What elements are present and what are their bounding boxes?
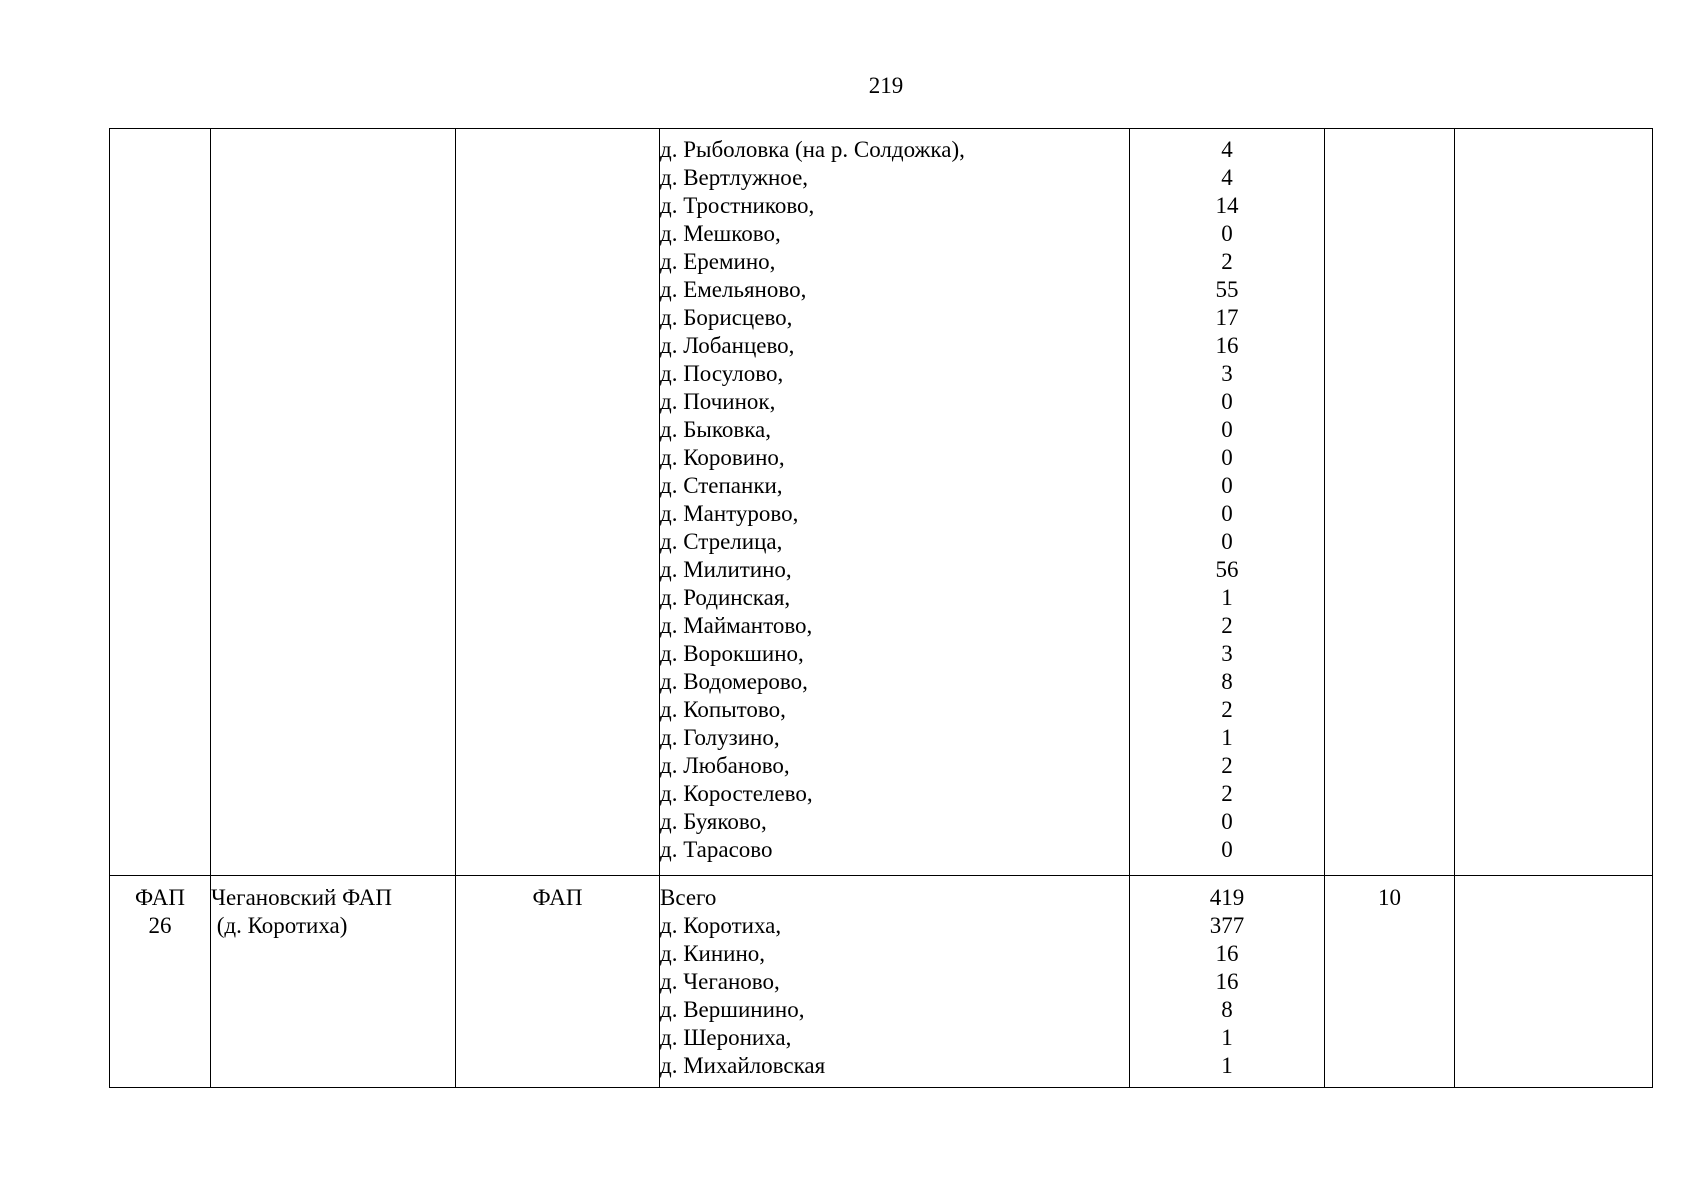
settlement-name: д. Голузино, — [660, 725, 780, 750]
settlement-name: д. Копытово, — [660, 697, 786, 722]
settlement-count: 0 — [1221, 501, 1233, 526]
settlement-count: 56 — [1215, 557, 1239, 582]
settlement-count: 0 — [1221, 221, 1233, 246]
cell-note — [1455, 129, 1653, 876]
facility-table — [109, 128, 1653, 1088]
settlement-name: д. Тарасово — [660, 837, 773, 862]
cell-name — [211, 876, 456, 1088]
staff-count: 10 — [1378, 885, 1401, 910]
settlement-count: 8 — [1221, 669, 1233, 694]
settlement-count: 4 — [1221, 165, 1233, 190]
settlement-count: 2 — [1221, 697, 1233, 722]
settlement-name: д. Вершинино, — [660, 997, 805, 1022]
settlement-name: д. Борисцево, — [660, 305, 793, 330]
settlement-count: 3 — [1221, 641, 1233, 666]
cell-staff — [1325, 876, 1455, 1088]
settlement-count: 1 — [1221, 725, 1233, 750]
settlement-name: д. Еремино, — [660, 249, 776, 274]
facility-type: ФАП — [532, 885, 583, 910]
settlement-count: 2 — [1221, 781, 1233, 806]
page-number: 219 — [868, 73, 904, 98]
settlement-name: д. Мешково, — [660, 221, 781, 246]
settlement-name: д. Любаново, — [660, 753, 790, 778]
settlement-name: д. Маймантово, — [660, 613, 813, 638]
settlement-count: 0 — [1221, 389, 1233, 414]
settlement-count: 377 — [1209, 913, 1245, 938]
cell-name — [211, 129, 456, 876]
settlement-name: д. Михайловская — [660, 1053, 826, 1078]
settlement-name: д. Рыболовка (на р. Солдожка), — [660, 137, 965, 162]
settlement-name: д. Чеганово, — [660, 969, 780, 994]
cell-locations — [660, 876, 1130, 1088]
facility-name: Чегановский ФАП — [211, 885, 393, 910]
settlement-count: 16 — [1215, 969, 1239, 994]
settlement-name: д. Ворокшино, — [660, 641, 804, 666]
settlement-count: 0 — [1221, 809, 1233, 834]
settlement-name: д. Степанки, — [660, 473, 783, 498]
settlement-name: д. Стрелица, — [660, 529, 783, 554]
settlement-name: д. Водомерово, — [660, 669, 808, 694]
settlement-count: 2 — [1221, 753, 1233, 778]
settlement-name: Всего — [660, 885, 717, 910]
table-row — [110, 876, 1653, 1088]
settlement-name: д. Родинская, — [660, 585, 791, 610]
facility-location: (д. Коротиха) — [211, 913, 348, 938]
settlement-count: 0 — [1221, 837, 1233, 862]
table-row — [110, 129, 1653, 876]
settlement-count: 1 — [1221, 1053, 1233, 1078]
facility-id-number: 26 — [148, 913, 172, 938]
cell-staff — [1325, 129, 1455, 876]
cell-counts — [1130, 876, 1325, 1088]
settlement-name: д. Мантурово, — [660, 501, 799, 526]
settlement-count: 2 — [1221, 249, 1233, 274]
settlement-count: 0 — [1221, 529, 1233, 554]
settlement-name: д. Шерониха, — [660, 1025, 792, 1050]
settlement-count: 0 — [1221, 417, 1233, 442]
settlement-name: д. Коровино, — [660, 445, 785, 470]
settlement-name: д. Коростелево, — [660, 781, 813, 806]
cell-note — [1455, 876, 1653, 1088]
settlement-count: 1 — [1221, 585, 1233, 610]
settlement-count: 0 — [1221, 473, 1233, 498]
settlement-name: д. Милитино, — [660, 557, 792, 582]
settlement-count: 14 — [1215, 193, 1239, 218]
settlement-count: 55 — [1215, 277, 1239, 302]
settlement-count: 2 — [1221, 613, 1233, 638]
settlement-name: д. Тростниково, — [660, 193, 815, 218]
settlement-name: д. Лобанцево, — [660, 333, 795, 358]
cell-counts — [1130, 129, 1325, 876]
settlement-name: д. Емельяново, — [660, 277, 807, 302]
settlement-count: 4 — [1221, 137, 1233, 162]
cell-type — [456, 129, 660, 876]
settlement-count: 16 — [1215, 333, 1239, 358]
settlement-count: 419 — [1209, 885, 1245, 910]
settlement-name: д. Буяково, — [660, 809, 767, 834]
settlement-name: д. Коротиха, — [660, 913, 782, 938]
settlement-count: 16 — [1215, 941, 1239, 966]
settlement-name: д. Починок, — [660, 389, 776, 414]
cell-locations — [660, 129, 1130, 876]
settlement-count: 17 — [1215, 305, 1239, 330]
cell-type — [456, 876, 660, 1088]
cell-id — [110, 876, 211, 1088]
settlement-count: 0 — [1221, 445, 1233, 470]
settlement-name: д. Кинино, — [660, 941, 766, 966]
settlement-name: д. Вертлужное, — [660, 165, 809, 190]
settlement-name: д. Посулово, — [660, 361, 784, 386]
settlement-count: 3 — [1221, 361, 1233, 386]
cell-id — [110, 129, 211, 876]
facility-id-label: ФАП — [135, 885, 185, 910]
settlement-name: д. Быковка, — [660, 417, 772, 442]
settlement-count: 8 — [1221, 997, 1233, 1022]
settlement-count: 1 — [1221, 1025, 1233, 1050]
